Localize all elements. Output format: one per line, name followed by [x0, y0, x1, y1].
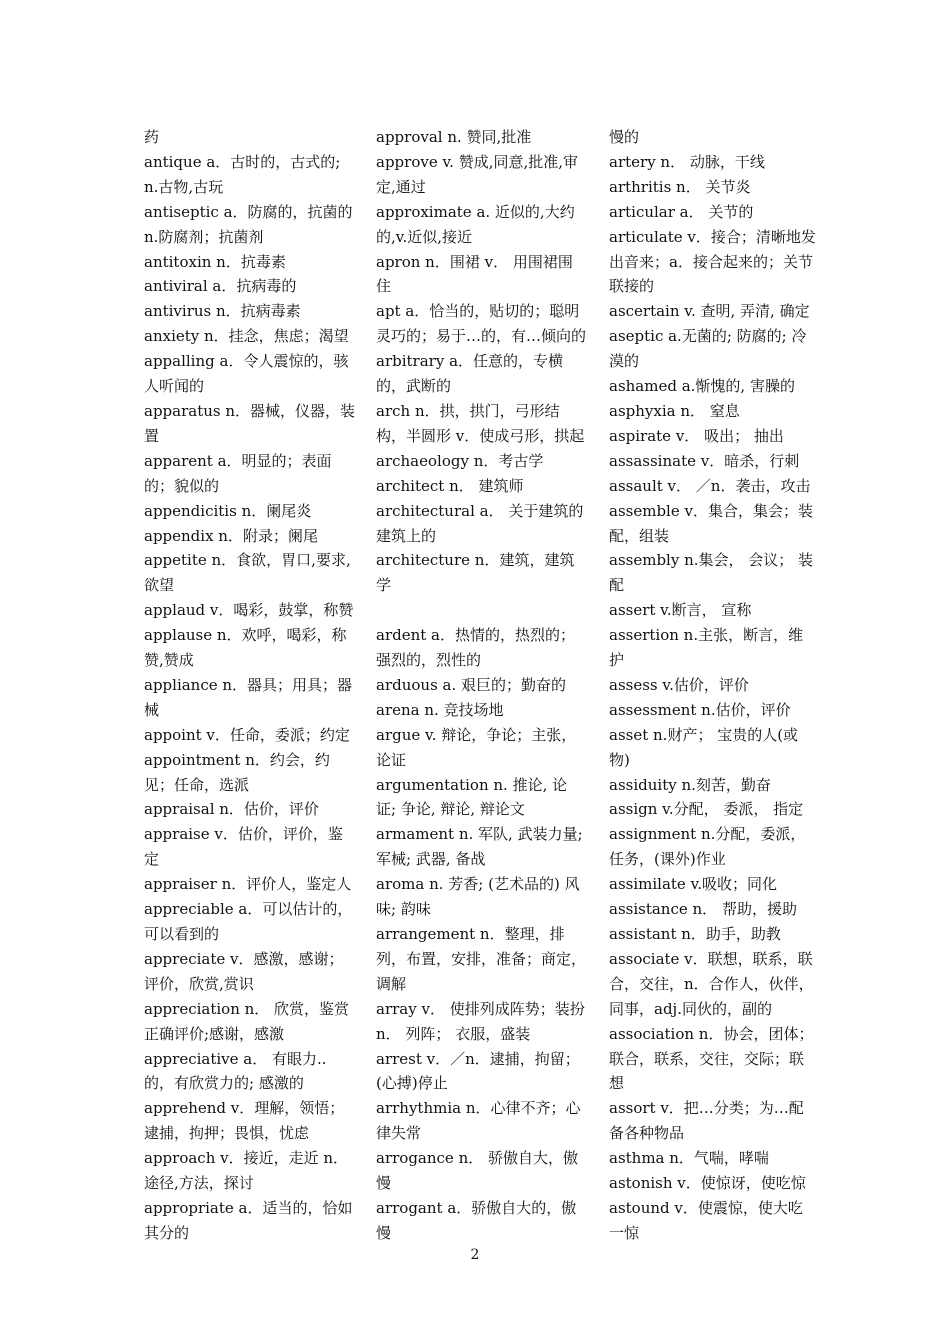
dictionary-entry: artery n． 动脉，干线	[609, 152, 765, 171]
dictionary-entry: archaeology n．考古学	[376, 451, 544, 470]
dictionary-entry: applaud v．喝彩，鼓掌，称赞	[144, 601, 354, 620]
dictionary-entry: appliance n．器具；用具；器械	[144, 675, 353, 719]
dictionary-entry: anxiety n．挂念，焦虑；渴望	[144, 327, 349, 346]
dictionary-entry: arrogant a．骄傲自大的，傲慢	[376, 1198, 577, 1242]
dictionary-entry: apparent a．明显的；表面的；貌似的	[144, 451, 332, 495]
dictionary-entry: argumentation n. 推论, 论证; 争论, 辩论, 辩论文	[376, 775, 568, 819]
dictionary-entry: assimilate v.吸收；同化	[609, 875, 778, 894]
dictionary-entry: architect n． 建筑师	[376, 476, 524, 495]
column-2	[376, 125, 586, 1246]
dictionary-entry: assembly n.集会， 会议； 装配	[609, 551, 814, 595]
dictionary-entry: apprehend v．理解，领悟；逮捕，拘押；畏惧，忧虑	[144, 1099, 345, 1143]
dictionary-entry: array v． 使排列成阵势；装扮 n． 列阵； 衣服，盛装	[376, 999, 585, 1043]
dictionary-entry: assassinate v．暗杀，行刺	[609, 451, 800, 470]
dictionary-entry: appreciation n． 欣赏，鉴赏正确评价;感谢，感激	[144, 999, 350, 1043]
dictionary-entry: arbitrary a．任意的，专横的，武断的	[376, 352, 564, 396]
dictionary-entry: architectural a． 关于建筑的建筑上的	[376, 501, 584, 545]
dictionary-entry: assault v． ／n．袭击，攻击	[609, 476, 811, 495]
column-1	[144, 125, 356, 1246]
dictionary-entry: appraiser n．评价人，鉴定人	[144, 875, 352, 894]
dictionary-entry: assessment n.估价，评价	[609, 700, 791, 719]
dictionary-entry: appreciative a． 有眼力..的，有欣赏力的; 感激的	[144, 1049, 327, 1093]
dictionary-entry: arrogance n． 骄傲自大，傲慢	[376, 1149, 578, 1193]
dictionary-entry: arduous a. 艰巨的；勤奋的	[376, 675, 567, 694]
dictionary-entry: applause n．欢呼，喝彩，称赞,赞成	[144, 626, 347, 670]
dictionary-entry: assert v.断言， 宣称	[609, 601, 752, 620]
dictionary-entry: appetite n．食欲，胃口,要求,欲望	[144, 551, 351, 595]
dictionary-entry: appendicitis n．阑尾炎	[144, 501, 312, 520]
dictionary-entry: approximate a. 近似的,大约的,v.近似,接近	[376, 202, 575, 246]
dictionary-entry: apron n．围裙 v． 用围裙围住	[376, 252, 573, 296]
dictionary-entry: antitoxin n．抗毒素	[144, 252, 286, 271]
dictionary-entry: appoint v．任命，委派；约定	[144, 725, 350, 744]
dictionary-entry: armament n. 军队, 武装力量; 军械; 武器, 备战	[376, 825, 583, 869]
dictionary-entry: appreciable a．可以估计的，可以看到的	[144, 900, 353, 943]
dictionary-entry: aroma n. 芳香; (艺术品的) 风味; 韵味	[376, 875, 580, 919]
dictionary-entry: assistant n．助手，助教	[609, 925, 781, 943]
dictionary-entry: approval n. 赞同,批准	[376, 128, 532, 146]
dictionary-entry: appointment n．约会，约见；任命，选派	[144, 750, 330, 794]
dictionary-entry: assistance n． 帮助，援助	[609, 900, 797, 919]
dictionary-entry: antique a．古时的，古式的; n.古物,古玩	[144, 152, 341, 196]
dictionary-entry: assemble v．集合，集会；装配，组装	[609, 501, 813, 545]
dictionary-entry: arthritis n． 关节炎	[609, 177, 751, 196]
dictionary-entry: assignment n.分配，委派，任务，(课外)作业	[609, 825, 806, 869]
dictionary-entry: antiviral a．抗病毒的	[144, 277, 297, 296]
dictionary-entry	[376, 598, 586, 623]
dictionary-entry: appropriate a．适当的，恰如其分的	[144, 1198, 353, 1242]
dictionary-entry: ascertain v. 查明, 弄清, 确定	[609, 302, 810, 321]
dictionary-entry: arch n．拱，拱门，弓形结构，半圆形 v．使成弓形，拱起	[376, 401, 585, 445]
dictionary-entry: apt a．恰当的，贴切的；聪明灵巧的；易于…的，有…倾向的	[376, 302, 587, 346]
dictionary-entry: assign v.分配， 委派， 指定	[609, 800, 804, 819]
dictionary-entry: apparatus n．器械，仪器，装置	[144, 401, 356, 445]
dictionary-entry: 慢的	[609, 128, 640, 146]
dictionary-entry: antivirus n．抗病毒素	[144, 302, 301, 321]
dictionary-entry: astound v．使震惊，使大吃一惊	[609, 1198, 803, 1242]
dictionary-entry: appraise v．估价，评价，鉴定	[144, 825, 343, 869]
dictionary-entry: 药	[144, 128, 160, 146]
page-number: 2	[470, 1247, 480, 1263]
dictionary-entry: assess v.估价，评价	[609, 675, 749, 694]
dictionary-entry: ashamed a.惭愧的, 害臊的	[609, 377, 795, 396]
dictionary-entry: asset n.财产； 宝贵的人(或物)	[609, 725, 799, 769]
dictionary-entry: assertion n.主张，断言，维护	[609, 626, 804, 670]
dictionary-entry: astonish v．使惊讶，使吃惊	[609, 1174, 806, 1193]
dictionary-entry: appreciate v．感激，感谢；评价，欣赏,赏识	[144, 949, 344, 993]
dictionary-entry: approach v．接近，走近 n．途径,方法，探讨	[144, 1149, 349, 1193]
dictionary-entry: articular a． 关节的	[609, 202, 754, 221]
dictionary-entry: argue v. 辩论，争论；主张，论证	[376, 725, 577, 769]
dictionary-entry: aseptic a.无菌的; 防腐的; 冷漠的	[609, 327, 807, 371]
dictionary-entry: architecture n．建筑，建筑学	[376, 551, 575, 595]
dictionary-entry: articulate v．接合；清晰地发出音来；a．接合起来的；关节联接的	[609, 227, 816, 296]
dictionary-entry: appraisal n．估价，评价	[144, 800, 319, 819]
dictionary-entry: arena n. 竞技场地	[376, 700, 504, 719]
dictionary-entry: asthma n．气喘，哮喘	[609, 1149, 769, 1168]
dictionary-entry: appalling a．令人震惊的，骇人听闻的	[144, 352, 349, 396]
dictionary-entry: asphyxia n． 窒息	[609, 401, 740, 420]
column-3	[609, 125, 817, 1246]
dictionary-entry: association n．协会，团体；联合，联系，交往，交际；联想	[609, 1024, 814, 1093]
dictionary-entry: assort v．把…分类；为…配备各种物品	[609, 1099, 804, 1143]
dictionary-entry: associate v．联想，联系，联合，交往，n．合作人，伙伴，同事，adj.同伙的，副的	[609, 949, 814, 1018]
dictionary-entry: arrest v．／n．逮捕，拘留；(心搏)停止	[376, 1049, 580, 1093]
dictionary-entry: aspirate v． 吸出； 抽出	[609, 426, 784, 445]
dictionary-entry: ardent a．热情的，热烈的；强烈的，烈性的	[376, 626, 575, 670]
dictionary-entry: arrhythmia n．心律不齐；心律失常	[376, 1099, 581, 1143]
dictionary-entry: appendix n．附录；阑尾	[144, 526, 318, 545]
dictionary-entry: approve v. 赞成,同意,批准,审定,通过	[376, 152, 579, 196]
dictionary-entry: antiseptic a．防腐的，抗菌的 n.防腐剂；抗菌剂	[144, 202, 353, 246]
dictionary-entry: assiduity n.刻苦，勤奋	[609, 775, 771, 794]
dictionary-entry: arrangement n．整理，排列，布置，安排，准备；商定，调解	[376, 924, 587, 993]
